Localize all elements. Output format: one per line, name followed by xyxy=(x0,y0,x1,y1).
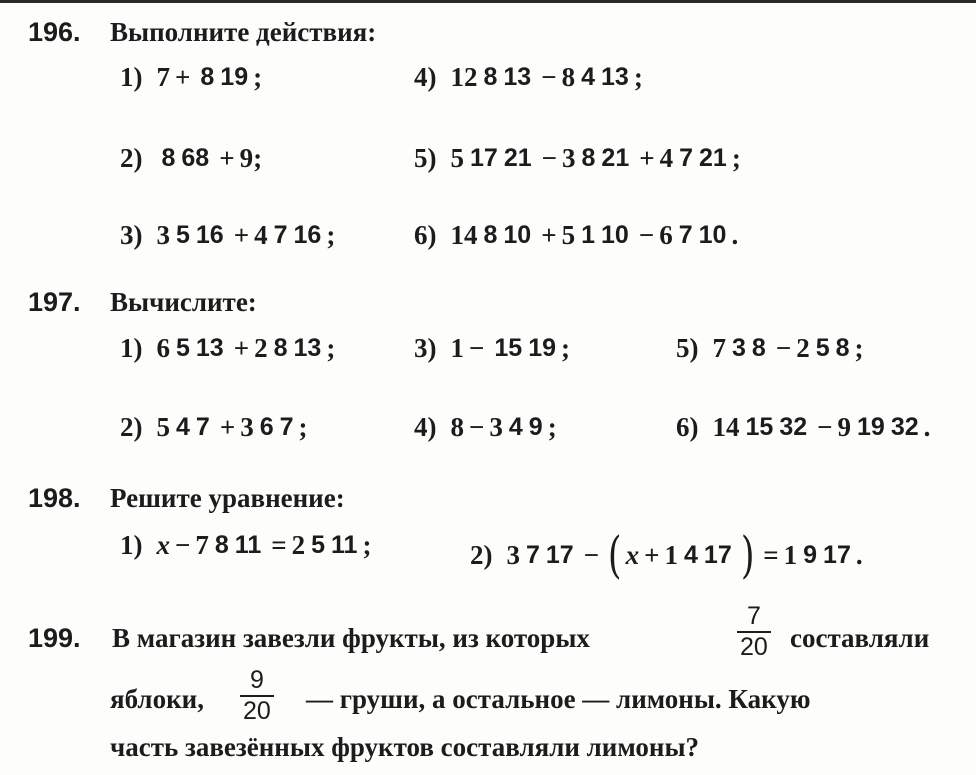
exercise-label: 6) xyxy=(414,220,437,250)
fraction xyxy=(743,415,811,440)
problem-199-line2-end: — груши, а остальное — лимоны. Какую xyxy=(306,684,811,714)
fraction-denominator: 8 xyxy=(835,334,850,362)
whole-part: 14 xyxy=(450,220,478,250)
exercise-label: 3) xyxy=(120,220,143,250)
expression-text: ; xyxy=(362,530,372,560)
fraction-numerator: 8 xyxy=(214,531,229,559)
fraction xyxy=(813,336,853,361)
fraction xyxy=(481,223,535,248)
fraction-denominator: 10 xyxy=(698,221,727,249)
operator: = xyxy=(271,530,287,560)
expression-text: ; xyxy=(326,333,336,363)
fraction-denominator: 7 xyxy=(279,413,294,441)
fraction-denominator: 20 xyxy=(243,697,271,725)
operator: − xyxy=(775,333,792,363)
fraction-numerator: 8 xyxy=(483,63,498,91)
exercise-label: 2) xyxy=(120,143,143,173)
fraction xyxy=(676,146,730,171)
operator: + xyxy=(233,333,250,363)
fraction-numerator: 5 xyxy=(815,334,830,362)
expression-text: ; xyxy=(731,143,741,173)
fraction-numerator: 3 xyxy=(732,334,746,362)
fraction xyxy=(271,223,325,248)
fraction-numerator: 8 xyxy=(200,63,215,91)
exercise-196-6 xyxy=(414,220,738,251)
operator: + xyxy=(644,539,660,570)
expression-text: ; xyxy=(298,412,308,442)
fraction-numerator: 9 xyxy=(249,666,264,694)
exercise-label: 1) xyxy=(120,530,143,560)
whole-part: 7 xyxy=(195,530,209,560)
fraction xyxy=(173,415,213,440)
whole-part: 3 xyxy=(240,412,254,442)
expression-text: . xyxy=(855,539,863,570)
fraction-numerator: 4 xyxy=(508,413,523,441)
variable: x xyxy=(156,530,170,560)
fraction xyxy=(729,336,769,361)
fraction-denominator: 7 xyxy=(195,413,210,441)
expression-text: ; xyxy=(326,220,336,250)
expression-text: ; xyxy=(854,333,864,363)
expression-text: ; xyxy=(253,143,263,173)
fraction-denominator: 11 xyxy=(331,531,358,559)
whole-part: 2 xyxy=(291,530,306,560)
fraction xyxy=(523,540,577,569)
fraction-denominator: 17 xyxy=(545,540,574,569)
exercise-196-1 xyxy=(120,62,262,93)
fraction-numerator: 5 xyxy=(176,221,190,249)
whole-part: 14 xyxy=(712,412,740,442)
whole-part: 3 xyxy=(156,220,170,250)
fraction-denominator: 16 xyxy=(293,221,322,249)
whole-part: 3 xyxy=(489,412,503,442)
fraction-numerator: 5 xyxy=(311,531,326,559)
problem-198-heading: Решите уравнение: xyxy=(110,483,345,513)
fraction-numerator: 4 xyxy=(176,413,190,441)
problem-199-fraction-pears xyxy=(238,668,276,724)
whole-part: 1 xyxy=(664,539,679,570)
expression-text: 7 xyxy=(156,62,170,92)
fraction-numerator: 15 xyxy=(494,334,523,362)
problem-196-heading: Выполните действия: xyxy=(110,17,377,47)
fraction-numerator: 19 xyxy=(857,413,885,441)
fraction-denominator: 13 xyxy=(293,334,322,362)
whole-part: 2 xyxy=(254,333,268,363)
parenthesis: ) xyxy=(740,526,755,584)
whole-part: 12 xyxy=(450,62,478,92)
operator: − xyxy=(175,530,191,560)
fraction-denominator: 8 xyxy=(751,334,766,362)
fraction-numerator: 17 xyxy=(470,144,498,172)
exercise-label: 4) xyxy=(414,412,437,442)
whole-part: 2 xyxy=(796,333,810,363)
expression-text: 9 xyxy=(239,143,254,173)
fraction-denominator: 13 xyxy=(195,334,224,362)
whole-part: 8 xyxy=(561,62,576,92)
exercise-label: 4) xyxy=(414,62,437,92)
exercise-196-2 xyxy=(120,143,262,174)
fraction-denominator: 17 xyxy=(823,540,851,569)
problem-197-heading: Вычислите: xyxy=(110,287,257,317)
whole-part: 4 xyxy=(254,220,268,250)
fraction xyxy=(854,415,922,440)
parenthesis: ( xyxy=(608,526,622,584)
operator: = xyxy=(763,539,779,570)
fraction xyxy=(800,540,854,569)
fraction-denominator: 32 xyxy=(890,413,919,441)
fraction-numerator: 8 xyxy=(581,144,596,172)
expression-text: . xyxy=(923,412,931,442)
fraction xyxy=(681,540,735,569)
exercise-label: 2) xyxy=(120,412,143,442)
exercise-label: 1) xyxy=(120,62,143,92)
fraction-denominator: 9 xyxy=(528,413,543,441)
page-top-border xyxy=(0,0,976,3)
whole-part: 3 xyxy=(562,143,576,173)
operator: − xyxy=(817,412,833,442)
fraction-numerator: 6 xyxy=(259,413,274,441)
exercise-197-4 xyxy=(414,412,557,443)
exercise-197-2 xyxy=(120,412,308,443)
whole-part: 1 xyxy=(783,539,798,570)
expression-text: . xyxy=(731,220,739,250)
operator: + xyxy=(219,143,235,173)
problem-199-line2-start: яблоки, xyxy=(110,684,204,714)
whole-part: 3 xyxy=(506,539,520,570)
fraction-numerator: 5 xyxy=(176,334,190,362)
whole-part: 6 xyxy=(659,220,673,250)
operator: + xyxy=(639,143,655,173)
fraction-numerator: 7 xyxy=(679,144,694,172)
exercise-197-6 xyxy=(676,412,930,443)
problem-199-fraction-apples xyxy=(735,604,773,660)
operator: − xyxy=(541,143,558,173)
exercise-198-1 xyxy=(120,530,371,561)
fraction xyxy=(257,415,297,440)
whole-part: 7 xyxy=(712,333,726,363)
exercise-198-2 xyxy=(470,526,863,584)
exercise-label: 3) xyxy=(414,333,437,363)
expression-text: ; xyxy=(633,62,643,92)
fraction xyxy=(491,336,559,361)
problem-199-line1-start: В магазин завезли фрукты, из которых xyxy=(112,623,590,653)
exercise-197-1 xyxy=(120,333,335,364)
problem-199-line1-end: составляли xyxy=(790,623,930,653)
fraction xyxy=(506,415,546,440)
fraction-denominator: 21 xyxy=(601,144,630,172)
operator: − xyxy=(469,333,485,363)
fraction-numerator: 8 xyxy=(273,334,288,362)
fraction-numerator: 7 xyxy=(678,221,693,249)
exercise-label: 1) xyxy=(120,333,143,363)
fraction-denominator: 19 xyxy=(528,334,557,362)
fraction-denominator: 32 xyxy=(779,413,808,441)
exercise-197-5 xyxy=(676,333,864,364)
expression-text: ; xyxy=(547,412,557,442)
fraction-denominator: 20 xyxy=(740,633,768,661)
fraction-numerator: 9 xyxy=(803,540,818,569)
fraction-denominator: 13 xyxy=(503,63,532,91)
fraction-denominator: 13 xyxy=(601,63,629,91)
exercise-label: 5) xyxy=(676,333,699,363)
fraction-denominator: 68 xyxy=(181,144,210,172)
expression-text: 1 xyxy=(450,333,464,363)
exercise-196-4 xyxy=(414,62,643,93)
exercise-196-5 xyxy=(414,143,741,174)
problem-198-number: 198. xyxy=(28,483,81,513)
fraction xyxy=(271,336,325,361)
exercise-label: 5) xyxy=(414,143,437,173)
problem-199-number: 199. xyxy=(28,623,81,653)
operator: + xyxy=(233,220,250,250)
fraction xyxy=(173,223,227,248)
fraction-numerator: 1 xyxy=(581,221,596,249)
expression-text: ; xyxy=(561,333,571,363)
fraction xyxy=(578,65,632,90)
expression-text: ; xyxy=(253,62,263,92)
exercise-197-3 xyxy=(414,333,570,364)
fraction-denominator: 11 xyxy=(234,531,262,559)
fraction xyxy=(481,65,535,90)
problem-196-number: 196. xyxy=(28,17,81,47)
fraction-numerator: 7 xyxy=(526,540,540,569)
exercise-label: 6) xyxy=(676,412,699,442)
fraction-numerator: 4 xyxy=(581,63,596,91)
fraction-denominator: 16 xyxy=(195,221,224,249)
fraction-denominator: 10 xyxy=(601,221,629,249)
fraction-denominator: 17 xyxy=(703,540,732,569)
operator: − xyxy=(469,412,485,442)
whole-part: 5 xyxy=(450,143,464,173)
whole-part: 5 xyxy=(156,412,170,442)
fraction xyxy=(676,223,730,248)
exercise-196-3 xyxy=(120,220,335,251)
fraction-denominator: 10 xyxy=(503,221,532,249)
whole-part: 5 xyxy=(561,220,576,250)
variable: x xyxy=(625,539,640,570)
fraction-denominator: 21 xyxy=(503,144,532,172)
operator: − xyxy=(583,539,600,570)
fraction xyxy=(197,65,251,90)
whole-part: 4 xyxy=(659,143,674,173)
fraction-numerator: 7 xyxy=(746,602,761,630)
fraction-denominator: 19 xyxy=(220,63,249,91)
expression-text: 8 xyxy=(450,412,464,442)
problem-197-number: 197. xyxy=(28,287,81,317)
exercise-label: 2) xyxy=(470,539,493,570)
operator: + xyxy=(175,62,191,92)
operator: − xyxy=(638,220,655,250)
fraction xyxy=(467,146,535,171)
fraction-numerator: 15 xyxy=(745,413,774,441)
fraction xyxy=(578,223,632,248)
whole-part: 6 xyxy=(156,333,170,363)
operator: + xyxy=(541,220,557,250)
fraction-numerator: 4 xyxy=(684,540,698,569)
operator: − xyxy=(541,62,557,92)
fraction-numerator: 8 xyxy=(161,144,176,172)
fraction xyxy=(212,533,264,558)
operator: + xyxy=(219,412,236,442)
fraction-numerator: 7 xyxy=(273,221,288,249)
fraction xyxy=(579,146,633,171)
problem-199-line3: часть завезённых фруктов составляли лимоны? xyxy=(110,732,700,762)
fraction xyxy=(173,336,227,361)
fraction-denominator: 21 xyxy=(699,144,727,172)
fraction xyxy=(159,146,213,171)
whole-part: 9 xyxy=(837,412,852,442)
fraction-numerator: 8 xyxy=(483,221,498,249)
fraction xyxy=(308,533,360,558)
